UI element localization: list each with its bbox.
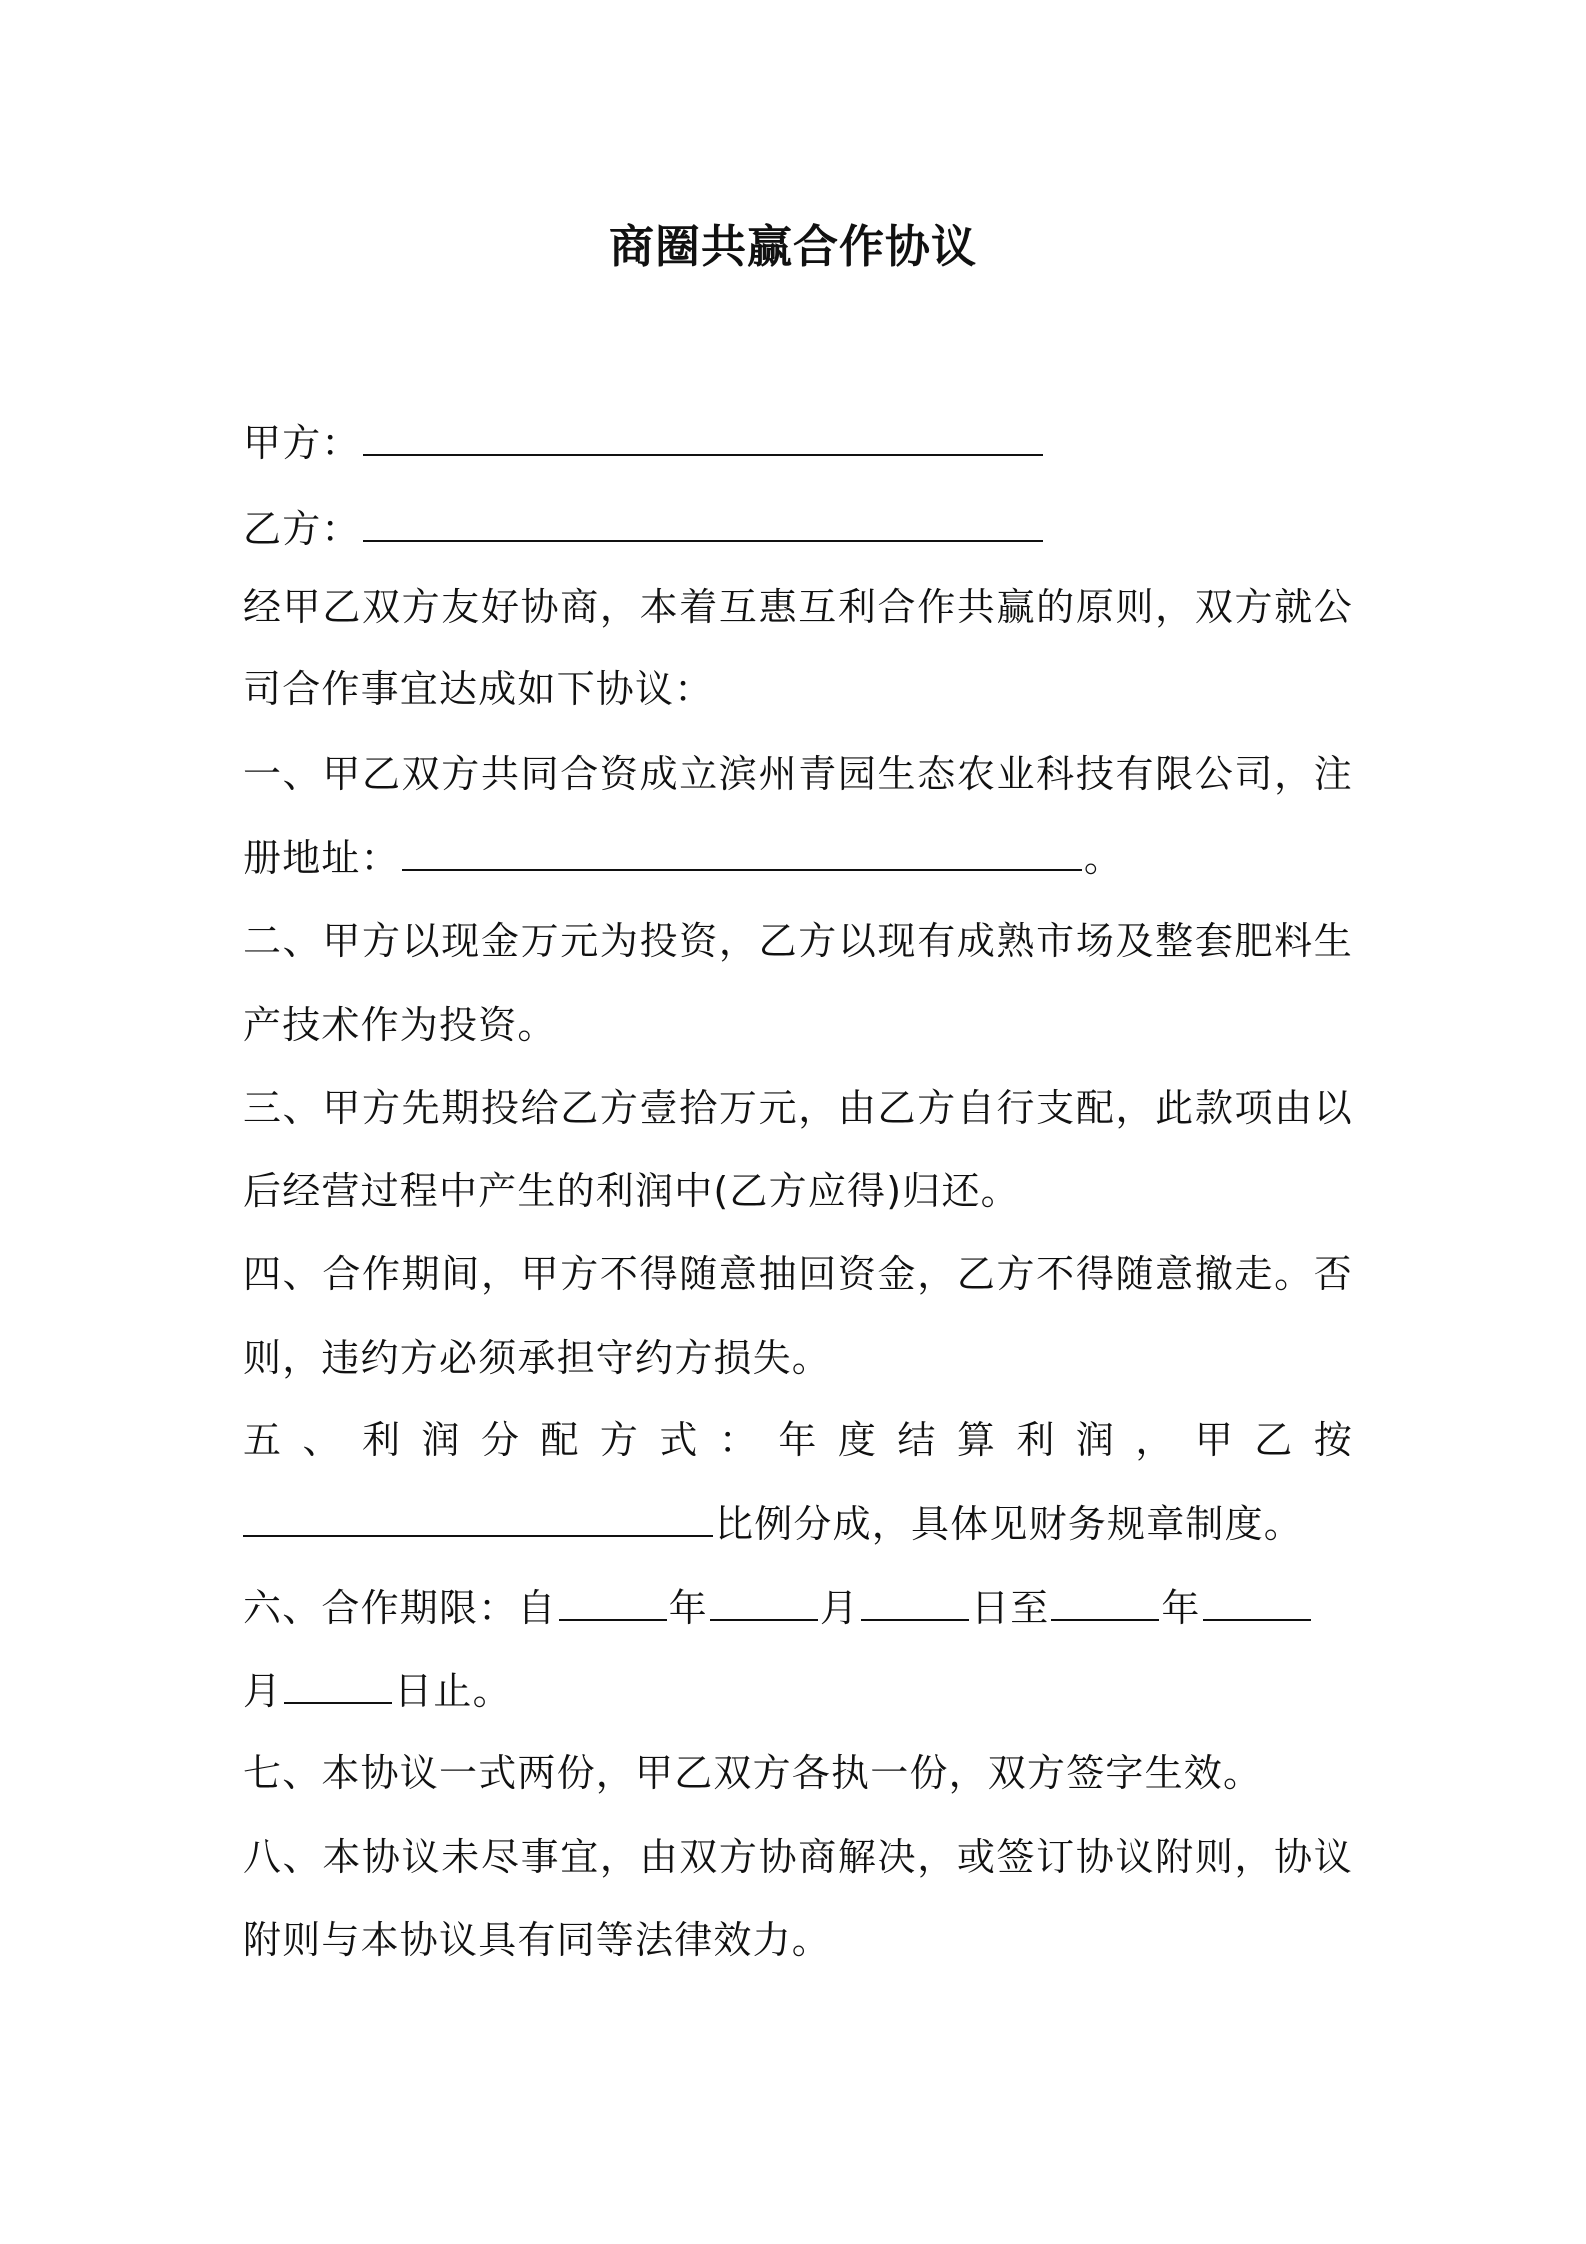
start-day-blank: [861, 1585, 969, 1621]
ratio-blank: [243, 1501, 713, 1537]
clause-4-line-1: 四、合作期间，甲方不得随意抽回资金，乙方不得随意撤走。否: [243, 1252, 1353, 1296]
start-month-blank: [710, 1585, 818, 1621]
clause-2-line-1: 二、甲方以现金万元为投资，乙方以现有成熟市场及整套肥料生: [243, 919, 1353, 963]
party-b-row: [243, 504, 1353, 554]
start-month-label: 月: [819, 1586, 860, 1630]
clause-4-line-2: 则，违约方必须承担守约方损失。: [243, 1336, 832, 1380]
clause-1-line-1: 一、甲乙双方共同合资成立滨州青园生态农业科技有限公司，注: [243, 752, 1353, 796]
intro-line-1: 经甲乙双方友好协商，本着互惠互利合作共赢的原则，双方就公: [243, 585, 1353, 629]
end-month-label: 月: [243, 1669, 283, 1713]
end-day-label: 日止。: [394, 1669, 512, 1713]
address-period: 。: [1083, 836, 1124, 880]
clause-3-line-2: 后经营过程中产生的利润中(乙方应得)归还。: [243, 1169, 1020, 1213]
ratio-text: 比例分成，具体见财务规章制度。: [715, 1502, 1304, 1546]
start-day-label: 日至: [971, 1586, 1050, 1630]
start-year-label: 年: [668, 1586, 708, 1630]
clause-7: 七、本协议一式两份，甲乙双方各执一份，双方签字生效。: [243, 1751, 1263, 1795]
party-a-label: 甲方：: [243, 421, 361, 465]
start-year-blank: [559, 1585, 667, 1621]
document-title: 商圈共赢合作协议: [608, 220, 977, 273]
clause-2-line-2: 产技术作为投资。: [243, 1003, 557, 1047]
clause-8-line-2: 附则与本协议具有同等法律效力。: [243, 1918, 832, 1962]
address-blank: [402, 835, 1082, 871]
clause-6-line-2: [243, 1666, 1353, 1716]
address-label: 册地址：: [243, 836, 400, 880]
clause-6-line-1: [243, 1583, 1353, 1633]
party-a-blank: [363, 420, 1043, 456]
clause-1-line-2: [243, 833, 1353, 883]
party-b-blank: [363, 506, 1043, 542]
party-b-label: 乙方：: [243, 507, 361, 551]
term-prefix: 六、合作期限：自: [243, 1586, 557, 1630]
end-month-blank: [1203, 1585, 1311, 1621]
clause-5-line-1: 五、利润分配方式：年度结算利润，甲乙按: [243, 1418, 1353, 1462]
party-a-row: [243, 418, 1353, 468]
intro-line-2: 司合作事宜达成如下协议：: [243, 667, 714, 711]
end-day-blank: [284, 1668, 392, 1704]
clause-3-line-1: 三、甲方先期投给乙方壹拾万元，由乙方自行支配，此款项由以: [243, 1086, 1353, 1130]
end-year-blank: [1051, 1585, 1159, 1621]
clause-8-line-1: 八、本协议未尽事宜，由双方协商解决，或签订协议附则，协议: [243, 1835, 1353, 1879]
clause-5-line-2: [243, 1499, 1353, 1549]
end-year-label: 年: [1161, 1586, 1201, 1630]
